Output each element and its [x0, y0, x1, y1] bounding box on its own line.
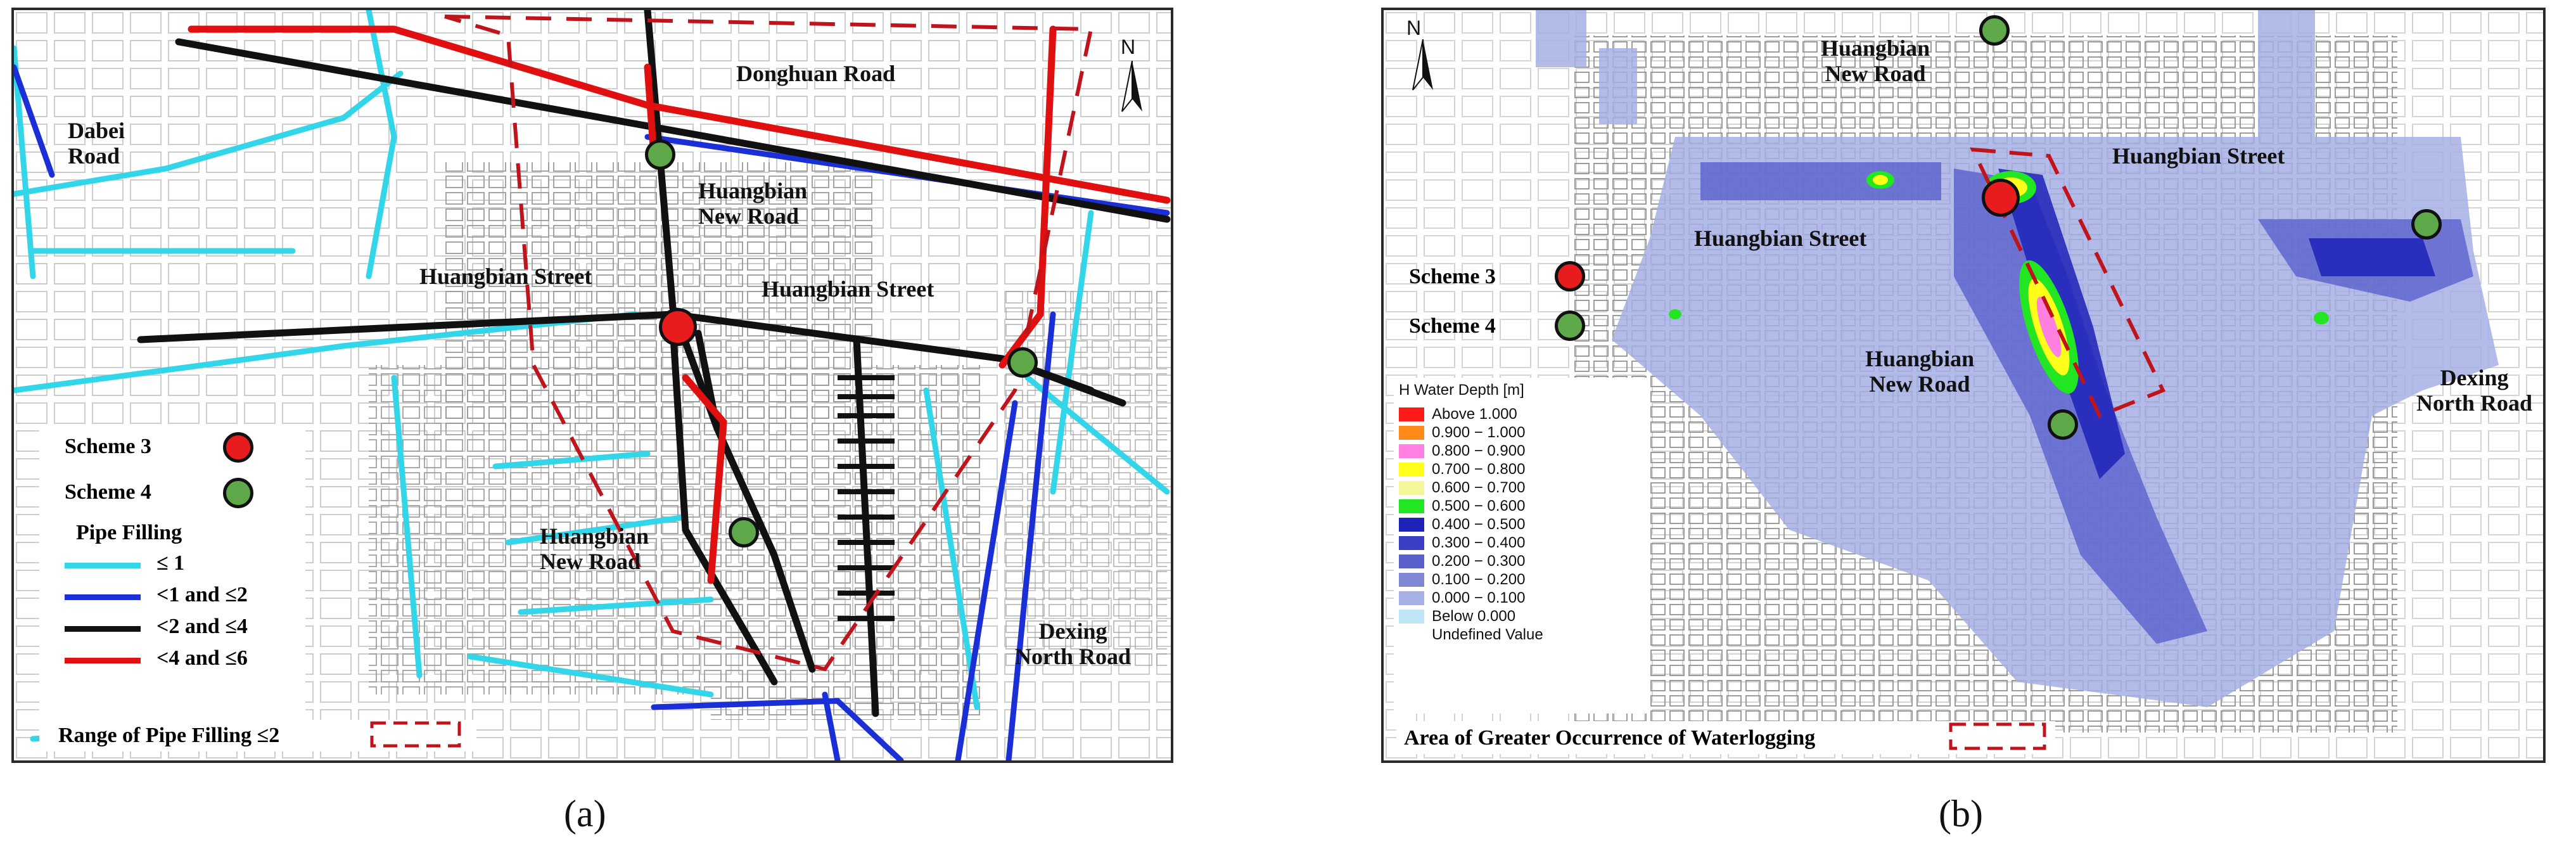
legend-scheme4-label: Scheme 4 — [1409, 314, 1496, 338]
scheme4-marker — [729, 517, 759, 547]
scheme3-marker — [1982, 179, 2020, 217]
pipe-filling-label-3: <4 and ≤6 — [156, 646, 248, 670]
water-depth-legend: H Water Depth [m] Above 1.000 0.900 − 1.000 0.800 − 0.900 0.700 − 0.800 0.600 − 0.700 0.500 − 0.600 0.400 − 0.500 0.300 − 0.400 0.200 − 0.300 0.100 − 0.200 0.000 − 0.100 Below 0.000 Undefined Value — [1394, 378, 1647, 714]
legend-scheme4-icon — [1555, 311, 1585, 341]
pipe-filling-label-0: ≤ 1 — [156, 551, 185, 575]
pipe-filling-title: Pipe Filling — [76, 521, 182, 544]
pipe-filling-swatch-1 — [65, 594, 141, 600]
caption-a: (a) — [564, 793, 606, 835]
road-label-huangbian-new-top: Huangbian New Road — [1821, 35, 1930, 86]
road-label-huangbian-new-top: Huangbian New Road — [698, 178, 808, 229]
road-label-dabei: Dabei Road — [68, 118, 125, 169]
legend-scheme4-icon — [223, 478, 253, 508]
range-label: Range of Pipe Filling ≤2 — [58, 724, 280, 747]
map-panel-b: Huangbian New Road Huangbian Street Huangbian Street Huangbian New Road Dexing North Road Scheme 3 Scheme 4 N H Water Depth [m] Above 1.000 0.900 − 1.000 0.800 − 0.900 0.700 − 0.800 0.600 − 0.700 0.500 − 0.600 0.400 − 0.500 0.300 − 0.400 0.200 − 0.300 0.100 − 0.200 0.000 − 0.100 Below 0.000 Undefined Value Area of Greater Occurrence of Waterlogging — [1381, 8, 2546, 763]
scheme3-marker — [659, 308, 697, 346]
legend-scheme3-icon — [223, 432, 253, 463]
scheme4-marker — [1979, 15, 2010, 46]
road-label-huangbian-new-mid: Huangbian New Road — [1865, 346, 1975, 397]
road-label-huangbian-street-left: Huangbian Street — [1694, 226, 1867, 251]
road-label-huangbian-street-right: Huangbian Street — [2112, 143, 2285, 169]
range-legend — [39, 720, 476, 752]
scheme4-marker — [2411, 209, 2442, 240]
pipe-filling-swatch-3 — [65, 658, 141, 663]
pipe-filling-swatch-2 — [65, 626, 141, 632]
legend-scheme3-label: Scheme 3 — [1409, 265, 1496, 288]
caption-b: (b) — [1939, 793, 1983, 835]
road-label-huangbian-street-right: Huangbian Street — [762, 276, 934, 302]
road-label-dexing: Dexing North Road — [1015, 618, 1132, 669]
scheme4-marker — [1007, 347, 1038, 378]
legend-scheme3-icon — [1555, 261, 1585, 291]
area-label: Area of Greater Occurrence of Waterlogging — [1404, 726, 1816, 750]
pipe-filling-swatch-0 — [65, 563, 141, 568]
pipe-filling-label-1: <1 and ≤2 — [156, 583, 248, 606]
area-box-icon — [1948, 721, 2049, 753]
area-legend — [1396, 721, 2055, 754]
legend-scheme4-label: Scheme 4 — [65, 480, 151, 504]
road-label-donghuan: Donghuan Road — [736, 61, 896, 86]
road-label-huangbian-street-left: Huangbian Street — [419, 264, 592, 289]
legend-scheme3-label: Scheme 3 — [65, 435, 151, 458]
scheme4-marker — [2048, 409, 2078, 440]
pipe-filling-label-2: <2 and ≤4 — [156, 615, 248, 638]
road-label-huangbian-new-bottom: Huangbian New Road — [540, 523, 649, 574]
scheme4-marker — [645, 139, 675, 170]
map-panel-a: Dabei Road Donghuan Road Huangbian New Road Huangbian Street Huangbian Street Huangbian New Road Dexing North Road N Scheme 3 Scheme 4 Pipe Filling ≤ 1 <1 and ≤2 <2 and ≤4 <4 and ≤6 Range of Pipe Filling ≤2 — [11, 8, 1173, 763]
road-label-dexing: Dexing North Road — [2416, 365, 2533, 416]
legend — [39, 428, 305, 745]
range-box-icon — [369, 720, 464, 749]
